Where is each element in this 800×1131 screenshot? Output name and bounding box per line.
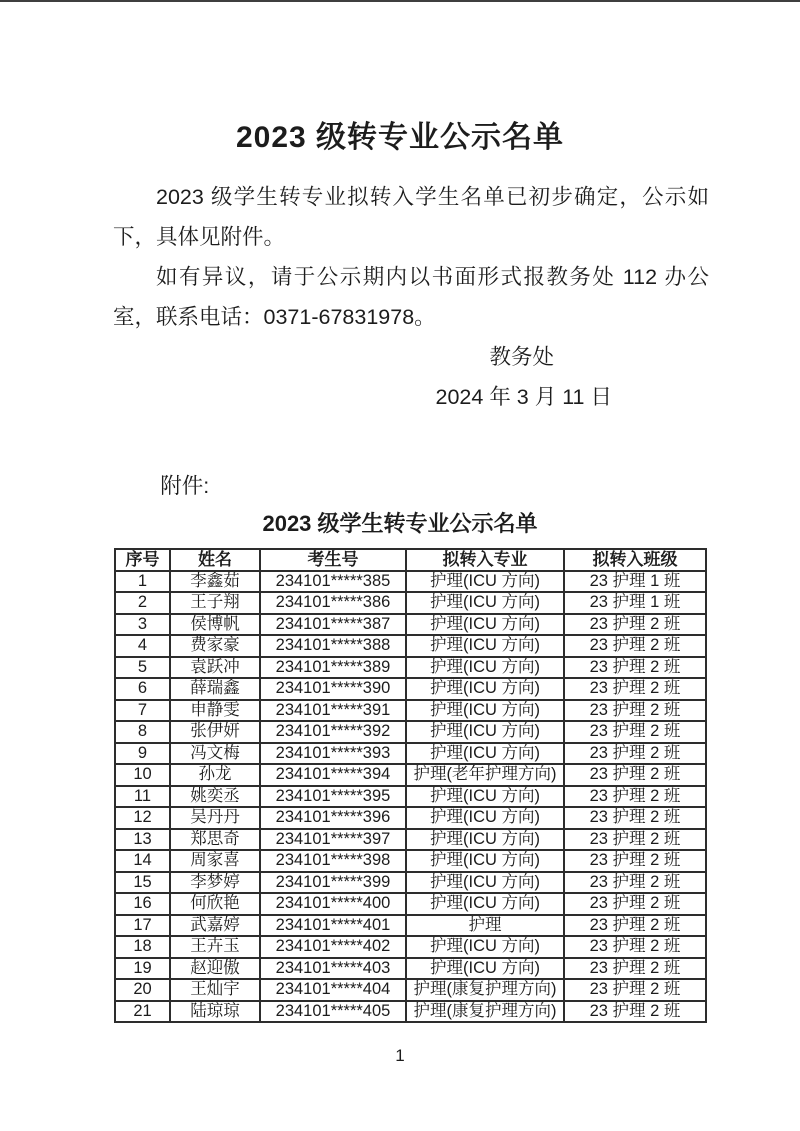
table-row [115, 893, 706, 915]
table-cell: 李鑫茹 [170, 571, 260, 593]
table-cell: 护理(康复护理方向) [406, 1001, 564, 1023]
table-row [115, 915, 706, 937]
table-cell: 23 护理 2 班 [564, 743, 706, 765]
table-cell: 护理(ICU 方向) [406, 614, 564, 636]
table-cell: 234101*****386 [260, 592, 406, 614]
table-cell: 21 [115, 1001, 170, 1023]
table-cell: 11 [115, 786, 170, 808]
table-cell: 23 护理 2 班 [564, 979, 706, 1001]
table-cell: 23 护理 2 班 [564, 958, 706, 980]
table-cell: 234101*****400 [260, 893, 406, 915]
notice-title: 2023 级转专业公示名单 [235, 121, 565, 154]
table-cell: 5 [115, 657, 170, 679]
table-cell: 3 [115, 614, 170, 636]
roster-column-header: 拟转入专业 [406, 549, 564, 571]
table-row [115, 1001, 706, 1023]
table-cell: 234101*****393 [260, 743, 406, 765]
table-row [115, 700, 706, 722]
table-row [115, 571, 706, 593]
table-row [115, 829, 706, 851]
attachment-label: 附件: [160, 474, 210, 498]
table-cell: 13 [115, 829, 170, 851]
table-cell: 23 护理 2 班 [564, 872, 706, 894]
table-cell: 2 [115, 592, 170, 614]
table-cell: 护理(ICU 方向) [406, 872, 564, 894]
table-cell: 孙龙 [170, 764, 260, 786]
table-cell: 护理(ICU 方向) [406, 635, 564, 657]
table-cell: 234101*****397 [260, 829, 406, 851]
notice-paragraph-2: 如有异议，请于公示期内以书面形式报教务处 112 办公室，联系电话：0371-67831978。 [113, 265, 709, 329]
table-cell: 23 护理 2 班 [564, 893, 706, 915]
signature-date: 2024 年 3 月 11 日 [435, 385, 612, 409]
table-cell: 23 护理 2 班 [564, 786, 706, 808]
table-cell: 234101*****392 [260, 721, 406, 743]
table-cell: 7 [115, 700, 170, 722]
table-cell: 武嘉婷 [170, 915, 260, 937]
table-cell: 陆琼琼 [170, 1001, 260, 1023]
table-cell: 234101*****403 [260, 958, 406, 980]
table-cell: 护理 [406, 915, 564, 937]
table-cell: 9 [115, 743, 170, 765]
table-cell: 23 护理 2 班 [564, 700, 706, 722]
table-cell: 护理(康复护理方向) [406, 979, 564, 1001]
table-cell: 护理(ICU 方向) [406, 936, 564, 958]
table-row [115, 657, 706, 679]
roster-column-header: 考生号 [260, 549, 406, 571]
table-cell: 王子翔 [170, 592, 260, 614]
table-cell: 23 护理 2 班 [564, 936, 706, 958]
table-row [115, 592, 706, 614]
table-cell: 王卉玉 [170, 936, 260, 958]
table-cell: 护理(ICU 方向) [406, 657, 564, 679]
table-cell: 护理(ICU 方向) [406, 592, 564, 614]
roster-table [114, 548, 707, 1023]
table-cell: 14 [115, 850, 170, 872]
table-cell: 23 护理 2 班 [564, 721, 706, 743]
table-cell: 23 护理 2 班 [564, 678, 706, 700]
table-cell: 234101*****404 [260, 979, 406, 1001]
table-cell: 18 [115, 936, 170, 958]
table-cell: 234101*****405 [260, 1001, 406, 1023]
table-cell: 23 护理 2 班 [564, 850, 706, 872]
table-row [115, 850, 706, 872]
roster-table-title: 2023 级学生转专业公示名单 [262, 511, 538, 536]
table-cell: 6 [115, 678, 170, 700]
table-cell: 234101*****401 [260, 915, 406, 937]
table-cell: 护理(ICU 方向) [406, 678, 564, 700]
table-cell: 12 [115, 807, 170, 829]
table-cell: 周家喜 [170, 850, 260, 872]
table-cell: 23 护理 2 班 [564, 764, 706, 786]
table-cell: 护理(ICU 方向) [406, 850, 564, 872]
table-row [115, 807, 706, 829]
table-cell: 234101*****387 [260, 614, 406, 636]
table-cell: 23 护理 1 班 [564, 592, 706, 614]
table-row [115, 678, 706, 700]
table-row [115, 743, 706, 765]
table-cell: 23 护理 2 班 [564, 807, 706, 829]
table-cell: 23 护理 2 班 [564, 635, 706, 657]
table-row [115, 764, 706, 786]
table-cell: 吴丹丹 [170, 807, 260, 829]
table-cell: 234101*****398 [260, 850, 406, 872]
table-row [115, 936, 706, 958]
table-cell: 侯博帆 [170, 614, 260, 636]
table-cell: 护理(ICU 方向) [406, 743, 564, 765]
table-cell: 15 [115, 872, 170, 894]
table-row [115, 872, 706, 894]
table-cell: 李梦婷 [170, 872, 260, 894]
table-cell: 1 [115, 571, 170, 593]
table-cell: 护理(ICU 方向) [406, 700, 564, 722]
table-cell: 234101*****396 [260, 807, 406, 829]
table-cell: 234101*****402 [260, 936, 406, 958]
table-cell: 23 护理 2 班 [564, 614, 706, 636]
table-cell: 申静雯 [170, 700, 260, 722]
table-cell: 234101*****385 [260, 571, 406, 593]
table-cell: 234101*****389 [260, 657, 406, 679]
table-cell: 10 [115, 764, 170, 786]
roster-column-header: 拟转入班级 [564, 549, 706, 571]
table-cell: 郑思奇 [170, 829, 260, 851]
roster-header-row [115, 549, 706, 571]
table-cell: 何欣艳 [170, 893, 260, 915]
table-cell: 23 护理 2 班 [564, 829, 706, 851]
table-cell: 234101*****388 [260, 635, 406, 657]
table-cell: 17 [115, 915, 170, 937]
table-row [115, 721, 706, 743]
table-cell: 234101*****399 [260, 872, 406, 894]
table-cell: 234101*****391 [260, 700, 406, 722]
table-cell: 护理(ICU 方向) [406, 829, 564, 851]
table-row [115, 786, 706, 808]
table-cell: 20 [115, 979, 170, 1001]
table-cell: 护理(ICU 方向) [406, 893, 564, 915]
table-cell: 23 护理 1 班 [564, 571, 706, 593]
table-cell: 王灿宇 [170, 979, 260, 1001]
table-cell: 19 [115, 958, 170, 980]
table-cell: 护理(ICU 方向) [406, 571, 564, 593]
notice-body [113, 177, 709, 506]
table-row [115, 614, 706, 636]
table-cell: 费家豪 [170, 635, 260, 657]
table-cell: 23 护理 2 班 [564, 915, 706, 937]
page-number: 1 [395, 1046, 405, 1065]
table-cell: 护理(ICU 方向) [406, 721, 564, 743]
table-cell: 23 护理 2 班 [564, 657, 706, 679]
roster-column-header: 序号 [115, 549, 170, 571]
table-cell: 8 [115, 721, 170, 743]
table-row [115, 979, 706, 1001]
table-cell: 薛瑞鑫 [170, 678, 260, 700]
table-cell: 4 [115, 635, 170, 657]
table-cell: 护理(ICU 方向) [406, 807, 564, 829]
roster-table-body [115, 571, 706, 1023]
signer-department: 教务处 [489, 345, 554, 369]
notice-paragraph-1: 2023 级学生转专业拟转入学生名单已初步确定，公示如下，具体见附件。 [113, 185, 709, 249]
table-cell: 23 护理 2 班 [564, 1001, 706, 1023]
table-cell: 赵迎傲 [170, 958, 260, 980]
table-row [115, 635, 706, 657]
table-cell: 234101*****394 [260, 764, 406, 786]
roster-column-header: 姓名 [170, 549, 260, 571]
table-cell: 冯文梅 [170, 743, 260, 765]
table-cell: 16 [115, 893, 170, 915]
table-cell: 姚奕丞 [170, 786, 260, 808]
table-cell: 护理(ICU 方向) [406, 958, 564, 980]
table-cell: 护理(老年护理方向) [406, 764, 564, 786]
table-cell: 234101*****390 [260, 678, 406, 700]
table-cell: 234101*****395 [260, 786, 406, 808]
table-cell: 张伊妍 [170, 721, 260, 743]
table-cell: 护理(ICU 方向) [406, 786, 564, 808]
table-cell: 袁跃冲 [170, 657, 260, 679]
table-row [115, 958, 706, 980]
